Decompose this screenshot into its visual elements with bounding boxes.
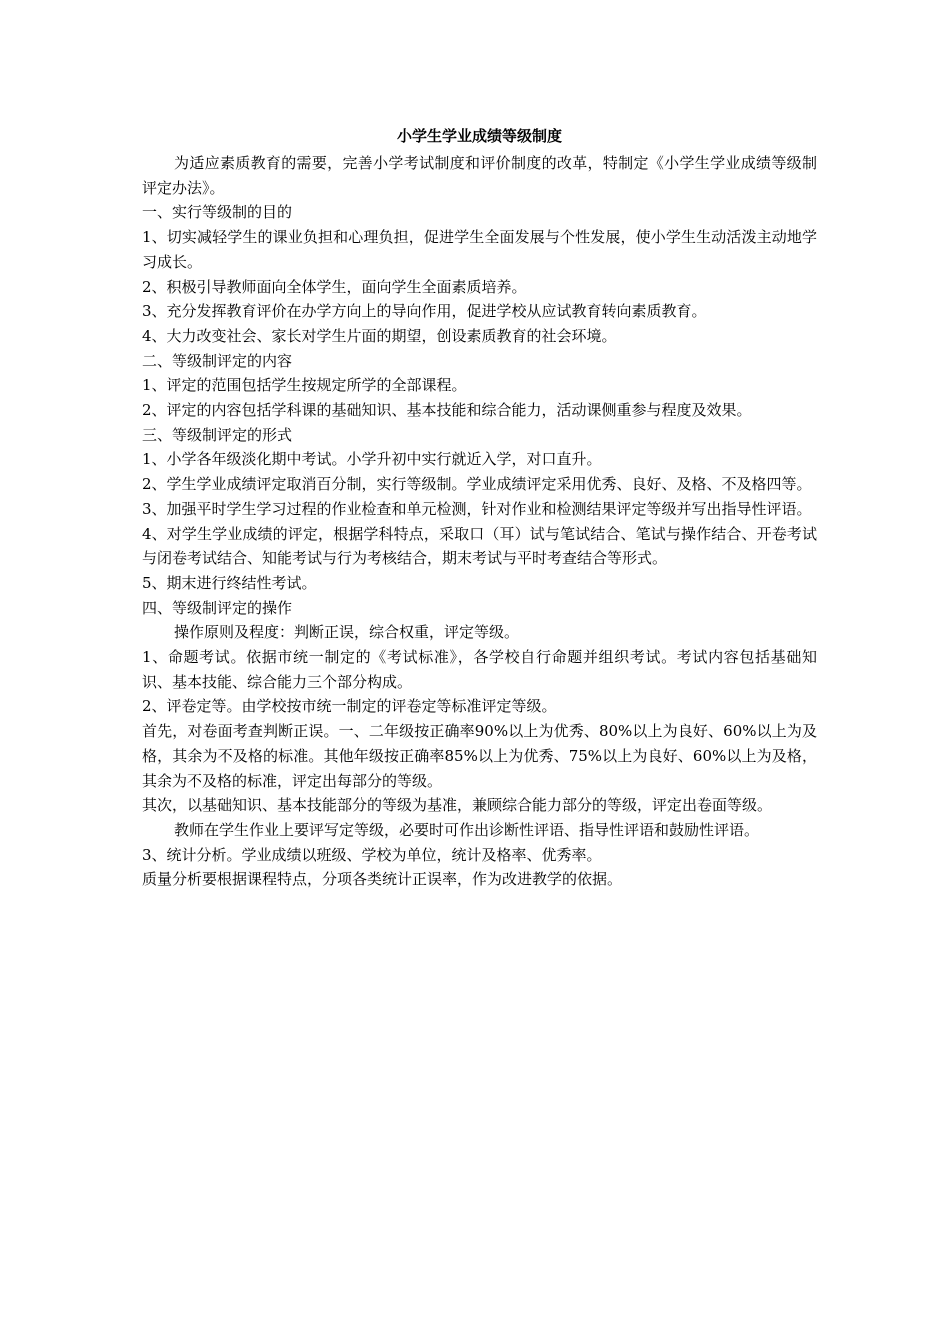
paragraph: 3、加强平时学生学习过程的作业检查和单元检测，针对作业和检测结果评定等级并写出指导性评语。 [142, 499, 812, 518]
paragraph: 二、等级制评定的内容 [142, 351, 293, 370]
paragraph-list [142, 151, 817, 892]
paragraph: 5、期末进行终结性考试。 [142, 573, 317, 592]
document-title: 小学生学业成绩等级制度 [396, 127, 562, 145]
paragraph: 为适应素质教育的需要，完善小学考试制度和评价制度的改革，特制定《小学生学业成绩等级制评定办法》。 [142, 154, 817, 197]
paragraph: 1、评定的范围包括学生按规定所学的全部课程。 [142, 376, 467, 395]
paragraph: 4、对学生学业成绩的评定，根据学科特点，采取口（耳）试与笔试结合、笔试与操作结合、开卷考试与闭卷考试结合、知能考试与行为考核结合，期末考试与平时考查结合等形式。 [142, 524, 817, 568]
paragraph: 其次，以基础知识、基本技能部分的等级为基准，兼顾综合能力部分的等级，评定出卷面等级。 [142, 796, 773, 815]
paragraph: 教师在学生作业上要评写定等级，必要时可作出诊断性评语、指导性评语和鼓励性评语。 [174, 820, 760, 839]
paragraph: 三、等级制评定的形式 [142, 425, 293, 444]
paragraph: 1、小学各年级淡化期中考试。小学升初中实行就近入学，对口直升。 [142, 450, 602, 469]
paragraph: 2、积极引导教师面向全体学生，面向学生全面素质培养。 [142, 277, 527, 296]
paragraph: 首先，对卷面考查判断正误。一、二年级按正确率90%以上为优秀、80%以上为良好、60%以上为及格，其余为不及格的标准。其他年级按正确率85%以上为优秀、75%以上为良好、60%以上为及格，其余为不及格的标准，评定出每部分的等级。 [142, 722, 817, 790]
paragraph: 2、评定的内容包括学科课的基础知识、基本技能和综合能力，活动课侧重参与程度及效果。 [142, 401, 752, 420]
paragraph: 2、评卷定等。由学校按市统一制定的评卷定等标准评定等级。 [142, 697, 557, 716]
paragraph: 质量分析要根据课程特点，分项各类统计正误率，作为改进教学的依据。 [142, 870, 623, 889]
paragraph: 1、命题考试。依据市统一制定的《考试标准》，各学校自行命题并组织考试。考试内容包括基础知识、基本技能、综合能力三个部分构成。 [142, 648, 817, 691]
paragraph: 一、实行等级制的目的 [142, 203, 293, 222]
paragraph: 3、充分发挥教育评价在办学方向上的导向作用，促进学校从应试教育转向素质教育。 [142, 302, 707, 321]
paragraph: 四、等级制评定的操作 [142, 598, 293, 617]
paragraph: 3、统计分析。学业成绩以班级、学校为单位，统计及格率、优秀率。 [142, 845, 602, 864]
paragraph: 操作原则及程度：判断正误，综合权重，评定等级。 [174, 623, 520, 642]
paragraph: 4、大力改变社会、家长对学生片面的期望，创设素质教育的社会环境。 [142, 326, 617, 345]
paragraph: 1、切实减轻学生的课业负担和心理负担，促进学生全面发展与个性发展，使小学生生动活泼主动地学习成长。 [142, 228, 817, 271]
document-body [142, 121, 817, 892]
paragraph: 2、学生学业成绩评定取消百分制，实行等级制。学业成绩评定采用优秀、良好、及格、不及格四等。 [142, 475, 812, 494]
